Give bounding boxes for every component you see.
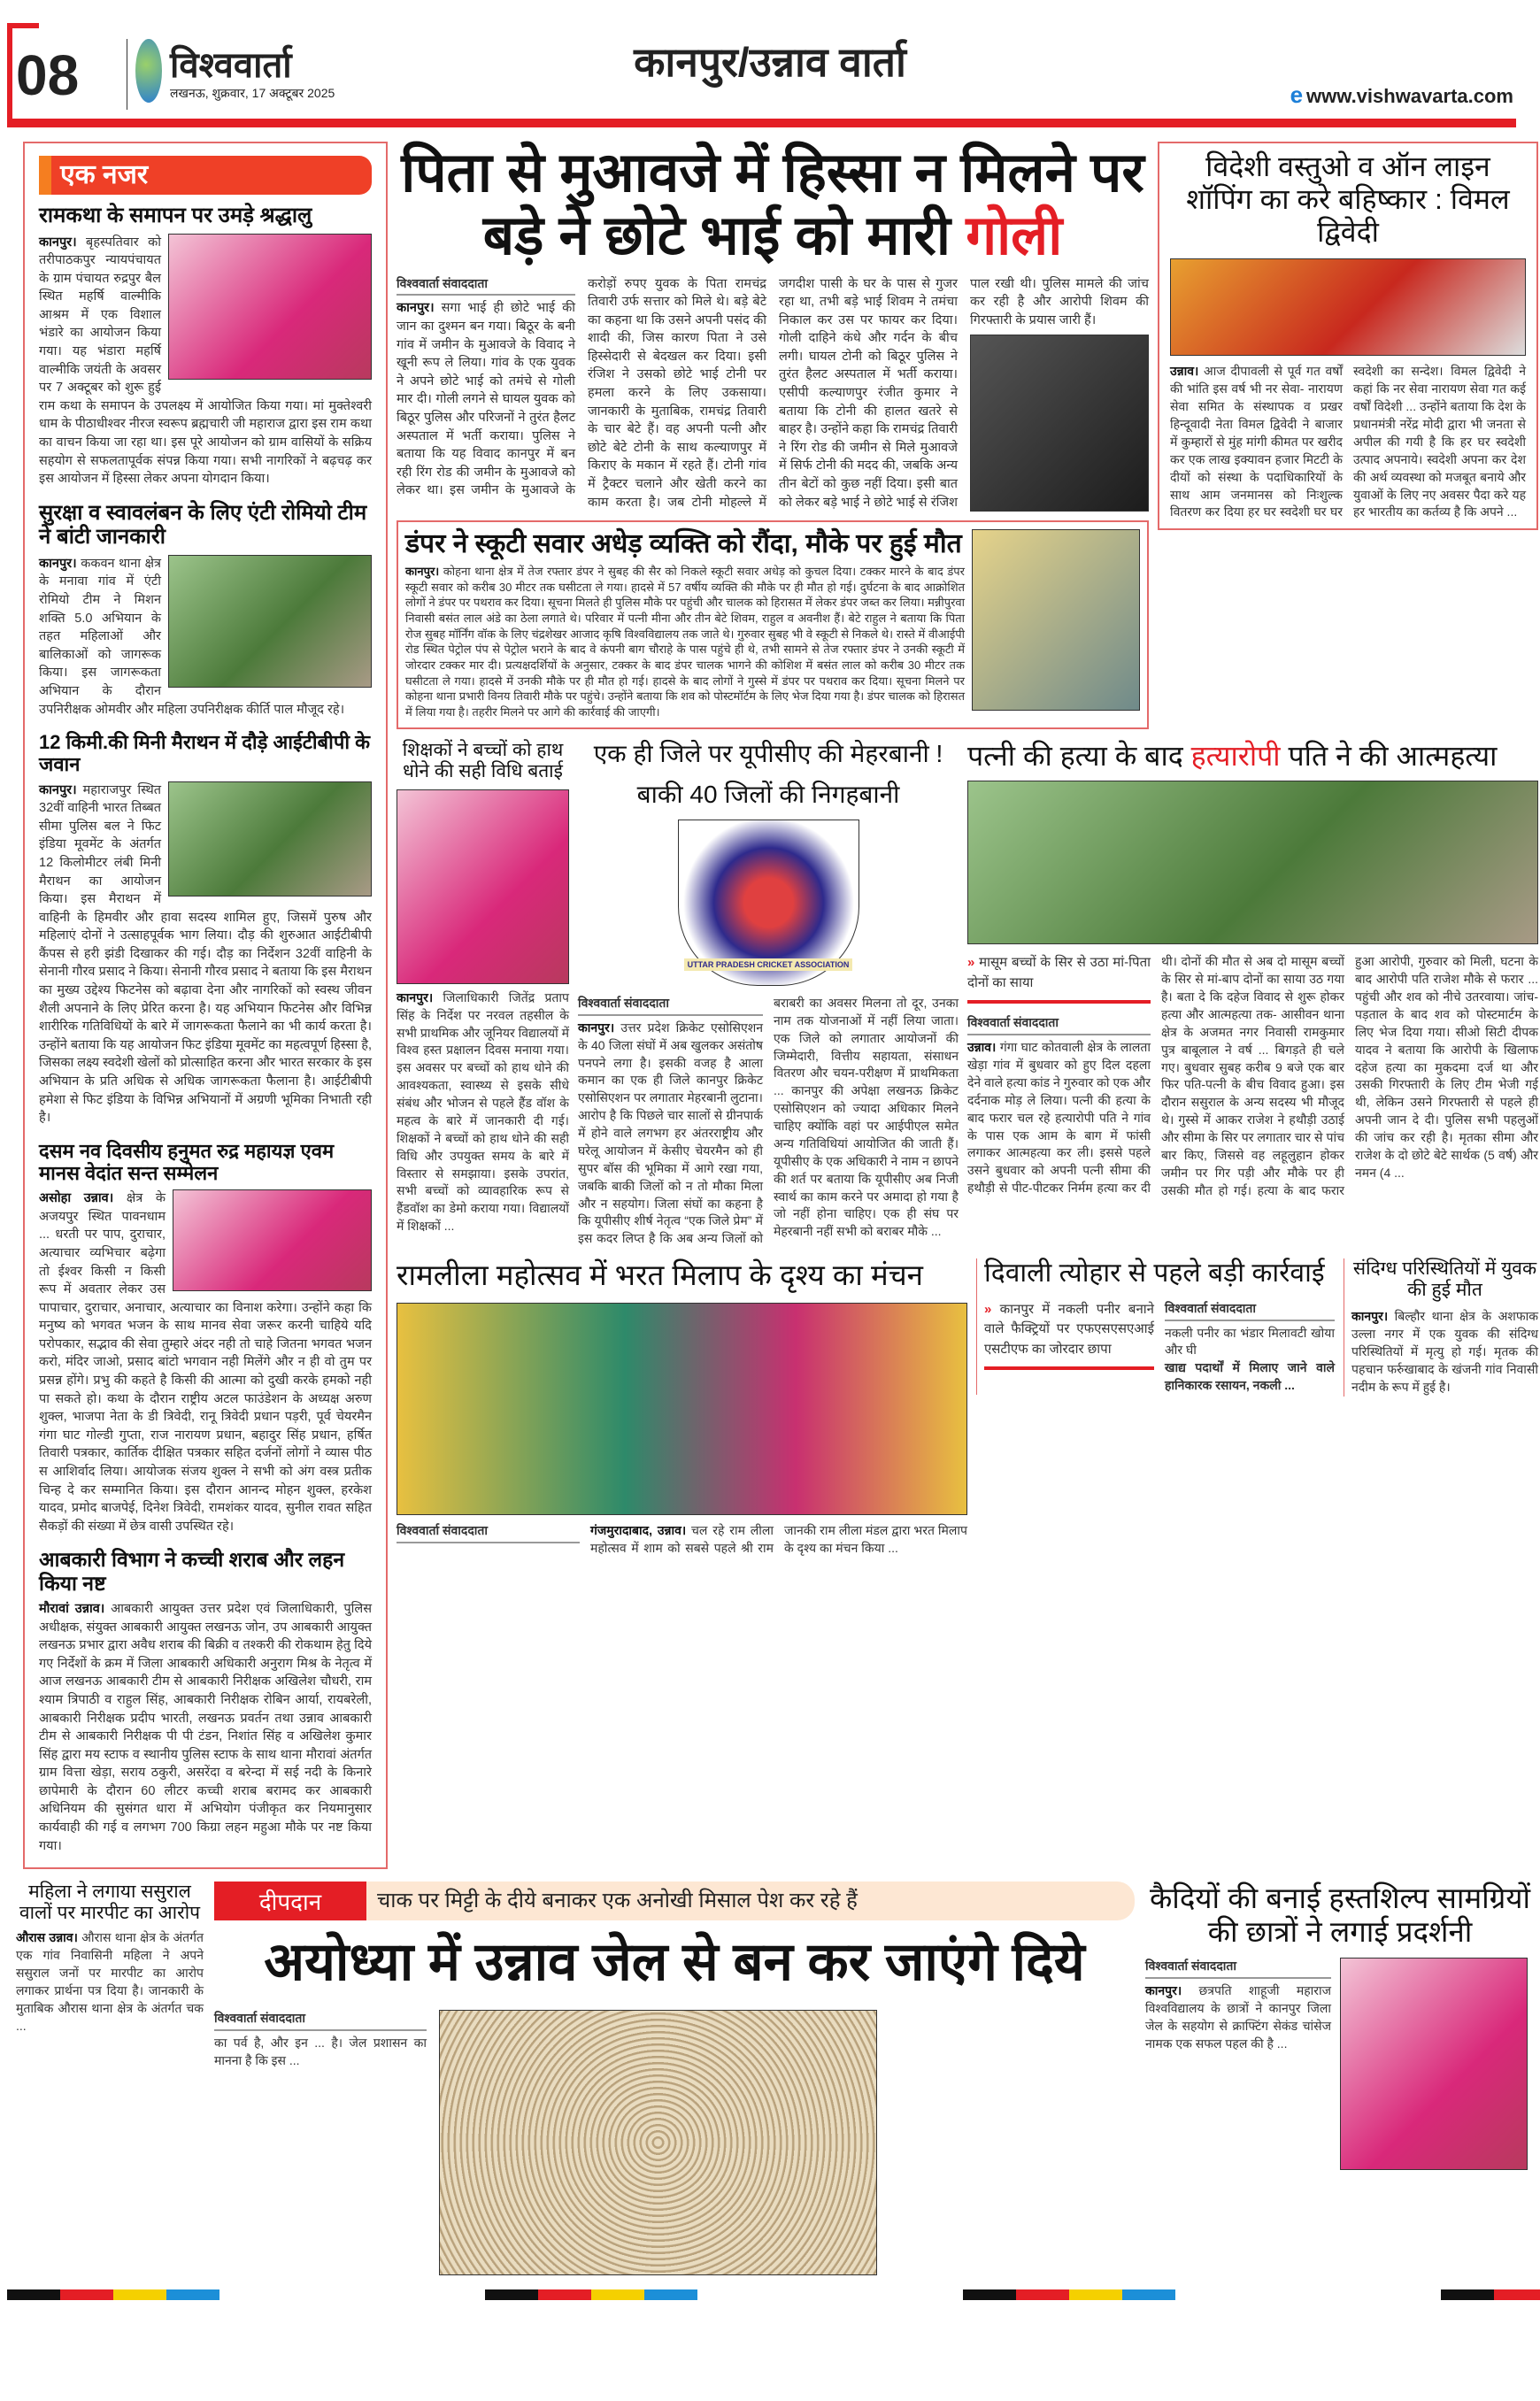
dateline: औरास उन्नाव।: [16, 1930, 78, 1945]
byline: विश्ववार्ता संवाददाता: [1165, 1300, 1335, 1321]
photo: [972, 529, 1140, 711]
article-ramkatha: [39, 204, 372, 489]
headline-text: पति ने की आत्महत्या: [1288, 739, 1498, 772]
body-text: गंगा घाट कोतवाली क्षेत्र के लालता खेड़ा गांव में बुधवार को हुए दिल दहला देने वाले हत्या कांड ने गुरुवार को एक और दर्दनाक मोड़ ले लिया। पत्नी की हत्या के बाद फरार चल रहे हत्यारोपी पति ने गांव के पास एक आम के बाग में फांसी लगाकर आत्महत्या कर ली। इससे पहले उसने बुधवार को अपनी पत्नी सीमा की हथौड़ी से पीट-पीटकर निर्मम हत्या कर दी थी। दोनों की मौत से अब दो मासूम बच्चों के सिर से मां-बाप दोनों का साया उठ गया है। बता दे कि दहेज विवाद से शुरू होकर हत्या और आत्महत्या तक- आसीवन थाना क्षेत्र के अजमत नगर निवासी रामकुमार पुत्र बाबूलाल ने वर्ष ... बिगड़ते ही चले गए। बुधवार सुबह करीब 9 बजे एक बार फिर पति-पत्नी के बीच विवाद हुआ। इस दौरान ससुराल के अन्य सदस्य भी मौजूद थे। गुस्से में आकर राजेश ने हथौड़ी उठाई और सीमा के सिर पर लगातार चार से पांच बार किए, जिससे वह लहूलुहान होकर जमीन पर गिर पड़ी और मौके पर ही उसकी मौत हो गई। हत्या के बाद फरार हुआ आरोपी, गुरुवार को मिली, घटना के बाद आरोपी पति राजेश मौके से फरार ... पहुंची और शव को नीचे उतरवाया। जांच-पड़ताल के बाद शव को पोस्टमार्टम के लिए भेज दिया गया। सीओ सिटी दीपक यादव ने बताया कि आरोपी के खिलाफ दहेज हत्या का मुकदमा दर्ज था और उसकी गिरफ्तारी के लिए टीम भेजी गई थी, लेकिन उसने गिरफ्तारी से पहले ही अपनी जान दे दी। पुलिस सभी पहलुओं की जांच कर रही है। मृतका सीमा और राजेश के दो छोटे बेटे सार्थक (5 वर्ष) और नमन (4 ...: [967, 954, 1538, 1197]
headline-highlight: गोली: [966, 205, 1063, 267]
byline: विश्ववार्ता संवाददाता: [1145, 1958, 1331, 1979]
body-text: आज दीपावली से पूर्व गत वर्षों की भांति इस वर्ष भी नर सेवा- नारायण सेवा समित के संस्थापक व प्रखर हिन्दूवादी नेता विमल द्विवेदी ने बाजार में कुम्हारों से मुंह मांगी कीमत पर खरीद कर एक लाख इक्यावन हजार मिटटी के दीयों को संस्था के पदाधिकारियों के साथ आम जनमानस को निःशुल्क वितरण कर दिया हर घर स्वदेशी घर घर स्वदेशी का सन्देश। विमल द्विवेदी ने कहां कि नर सेवा नारायण सेवा गत कई वर्षों विदेशी ... उन्होंने बताया कि देश के प्रधानमंत्री नरेंद्र मोदी द्वारा भी जनता से अपील की गयी है कि हर घर स्वदेशी उत्पाद अपनाये। स्वदेशी अपना कर देश की अर्थ व्यवस्था को मजबूत बनाये और युवाओं के लिए नए अवसर पैदा करे यह हर भारतीय का कर्तव्य है कि अपने ...: [1170, 364, 1526, 519]
lead-column: [397, 142, 1149, 729]
dateline: कानपुर।: [405, 564, 440, 578]
article-youth-death: [1344, 1258, 1538, 1397]
banner-tag: दीपदान: [214, 1882, 366, 1920]
headline: अयोध्या में उन्नाव जेल से बन कर जाएंगे दिये: [264, 1932, 1085, 1992]
dateline: गंजमुरादाबाद, उन्नाव।: [590, 1523, 687, 1538]
byline: विश्ववार्ता संवाददाता: [397, 275, 575, 296]
bottom-section: [7, 1882, 1540, 2275]
article-suicide: [967, 740, 1538, 1200]
section-title: कानपुर/उन्नाव वार्ता: [634, 39, 906, 85]
exhibition-photo: [1340, 1958, 1528, 2170]
photo: [173, 1189, 372, 1291]
website-url[interactable]: www.vishwavarta.com: [1306, 85, 1513, 107]
ek-nazar-label: एक नजर: [39, 156, 372, 195]
article-anti-romeo: [39, 501, 372, 719]
row-middle: [397, 740, 1538, 1249]
dateline: कानपुर।: [1145, 1982, 1182, 1997]
article-diwali-raid: [976, 1258, 1335, 1395]
body-text: उत्तर प्रदेश क्रिकेट एसोसिएशन के 40 जिला संघों में अब खुलकर असंतोष पनपने लगा है। इसकी वजह है आला कमान का एक ही जिले कानपुर क्रिकेट एसोसिएशन पर लगातार मेहरबानी लुटाना। आरोप है कि पिछले चार सालों से ग्रीनपार्क में होने वाले लगभग हर अंतरराष्ट्रीय और घरेलू आयोजन में केसीए चेयरमैन को ही सुपर बॉस की भूमिका में आगे रखा गया, जबकि बाकी जिलों को न तो मौका मिला और न सहयोग। जिला संघों का कहना है कि यूपीसीए शीर्ष नेतृत्व “एक जिले प्रेम” में इस कदर लिप्त है कि अब अन्य जिलों को बराबरी का अवसर मिलना तो दूर, उनका नाम तक योजनाओं में नहीं लिया जाता। एक जिले को लगातार आयोजनों की जिम्मेदारी, वित्तीय सहायता, संसाधन वितरण और चयन-परीक्षण में प्राथमिकता ... कानपुर की अपेक्षा लखनऊ क्रिकेट एसोसिएशन को ज्यादा अधिकार मिलने चाहिए क्योंकि वहां पर आईपीएल समेत अन्य गतिविधियां आयोजित की जाती हैं। यूपीसीए के एक अधिकारी ने नाम न छापने की शर्त पर बताया कि यूपीसीए अब निजी स्वार्थ का काम करने पर अमादा हो गया है जो नहीं होना चाहिए। एक ही संघ पर मेहरबानी नहीं सभी को बराबर मौके ...: [578, 995, 959, 1246]
body-text: कोहना थाना क्षेत्र में तेज रफ्तार डंपर ने सुबह की सैर को निकले स्कूटी सवार अधेड़ को कुचल दिया। टक्कर मारने के बाद डंपर स्कूटी सवार को करीब 30 मीटर तक घसीटता ले गया। हादसे में 57 वर्षीय व्यक्ति की मौके पर ही मौत हो गई। दुर्घटना के बाद आक्रोशित लोगों ने डंपर पर पथराव कर दिया। सूचना मिलते ही पुलिस मौके पर पहुंची और चालक को हिरासत में लेकर डंपर जब्त कर लिया। मन्नीपुरवा निवासी बसंत लाल अंडे का ठेला लगाते थे। परिवार में पत्नी मीना और तीन बेटे शिवम, राहुल व अवनीश हैं। बेटे राहुल ने बताया कि पिता रोज सुबह मॉर्निंग वॉक के लिए चंद्रशेखर आजाद कृषि विश्वविद्यालय तक जाते थे। गुरुवार सुबह भी वे स्कूटी से निकले थे। रास्ते में वीआईपी रोड स्थित पेट्रोल पंप से पेट्रोल भराने के बाद वे कंपनी बाग चौराहे के पास पहुंचे ही थे, तभी सामने से तेज रफ्तार डंपर ने उनकी स्कूटी में जोरदार टक्कर मार दी। प्रत्यक्षदर्शियों के अनुसार, टक्कर के बाद डंपर चालक भागने की कोशिश में बसंत लाल को करीब 30 मीटर तक घसीटता ले गया। हादसे में उनकी मौके पर ही मौत हो गई। हादसे के बाद लोगों ने गुस्से में डंपर पर पथराव कर दिया। सूचना मिलने पर कोहना थाना प्रभारी विनय तिवारी मौके पर पहुंचे। उन्होंने बताया कि शव को पोस्टमॉर्टम के लिए भेज दिया गया है। डंपर चालक को हिरासत में लिया गया है। तहरीर मिलने पर आगे की कार्रवाई की जाएगी।: [405, 564, 966, 719]
subheadline: बाकी 40 जिलों की निगहबानी: [636, 780, 900, 808]
crafts-text-column: [1145, 1958, 1331, 2052]
brand-name: विश्ववार्ता: [170, 46, 292, 85]
left-column: [23, 142, 388, 1869]
byline: विश्ववार्ता संवाददाता: [967, 1014, 1151, 1035]
ramleela-photo: [397, 1303, 967, 1515]
subhead: खाद्य पदार्थों में मिलाए जाने वाले हानिकारक रसायन, नकली ...: [1165, 1360, 1335, 1393]
headline: विदेशी वस्तुओ व ऑन लाइन शॉपिंग का करे बहिष्कार : विमल द्विवेदी: [1186, 150, 1510, 248]
body-text: का पर्व है, और इन ... है। जेल प्रशासन का मानना है कि इस ...: [214, 2035, 427, 2067]
page-number: 08: [16, 43, 80, 107]
row-top: [397, 142, 1538, 729]
body-text: चल रहे राम लीला महोत्सव में शाम को सबसे पहले श्री राम जानकी राम लीला मंडल द्वारा भरत मिलाप के दृश्य का मंचन किया ...: [590, 1523, 967, 1555]
body-text: औरास थाना क्षेत्र के अंतर्गत एक गांव निवासिनी महिला ने अपने ससुराल जनों पर मारपीट का आरोप लगाकर प्रार्थना पत्र दिया है। जानकारी के मुताबिक औरास थाना क्षेत्र के अंतर्गत चक ...: [16, 1930, 204, 2033]
body-text: बिल्हौर थाना क्षेत्र के अशफाक उल्ला नगर में एक युवक की संदिग्ध परिस्थितियों में मृत्यु हो गई। मृतक की पहचान फर्रुखाबाद के खंजनी गांव निवासी नदीम के रूप में हुई है।: [1351, 1309, 1539, 1394]
dateline: असोहा उन्नाव।: [39, 1191, 114, 1206]
date-line: लखनऊ, शुक्रवार, 17 अक्टूबर 2025: [170, 86, 335, 100]
article-excise: [39, 1548, 372, 1855]
kicker: मासूम बच्चों के सिर से उठा मां-पिता दोनों का साया: [967, 955, 1151, 990]
crowd-photo: [967, 781, 1538, 944]
headline: शिक्षकों ने बच्चों को हाथ धोने की सही विधि बताई: [402, 739, 564, 781]
dateline: कानपुर।: [1351, 1309, 1389, 1324]
dateline: उन्नाव।: [1170, 364, 1199, 379]
body-text: ककवन थाना क्षेत्र के मनावा गांव में एंटी रोमियो टीम ने मिशन शक्ति 5.0 अभियान के तहत महिलाओं और बालिकाओं को जागरूक किया। इस जागरूकता अभियान के दौरान उपनिरीक्षक ओमवीर और महिला उपनिरीक्षक कीर्ति पाल मौजूद रहे।: [39, 556, 345, 717]
banner-kicker: चाक पर मिट्टी के दीये बनाकर एक अनोखी मिसाल पेश कर रहे हैं: [377, 1889, 858, 1913]
headline: आबकारी विभाग ने कच्ची शराब और लहन किया नष्ट: [39, 1548, 345, 1595]
headline: दिवाली त्योहार से पहले बड़ी कार्रवाई: [984, 1258, 1325, 1289]
headline: महिला ने लगाया ससुराल वालों पर मारपीट का आरोप: [19, 1882, 201, 1924]
dateline: कानपुर।: [39, 235, 77, 250]
subhead: नकली पनीर का भंडार मिलावटी खोया और घी: [1165, 1325, 1335, 1358]
main-area: [397, 142, 1538, 1558]
dateline: कानपुर।: [39, 556, 77, 571]
upper-section: [7, 142, 1540, 1869]
body-text: बृहस्पतिवार को तरीपाठकपुर न्यायपंचायत के ग्राम पंचायत रुद्रपुर बैल स्थित महर्षि वाल्मीकि आश्रम में एक विशाल भंडारे का आयोजन किया गया। यह भंडारा महर्षि वाल्मीकि जयंती के अवसर पर 7 अक्टूबर को शुरू हुई राम कथा के समापन के उपलक्ष्य में आयोजित किया गया। मां मुक्तेश्वरी धाम के पीठाधीश्वर नीरज स्वरूप ब्रह्मचारी जी महाराज द्वारा इस राम कथा का वाचन किया जा रहा था। इस पूरे आयोजन को ग्राम वासियों के सक्रिय सहयोग से सफलतापूर्वक संपन्न किया गया। सभी नागरिकों ने बढ़चढ़ कर इस आयोजन में हिस्सा लेकर अपना योगदान किया।: [39, 235, 372, 487]
kicker: कानपुर में नकली पनीर बनाने वाले फैक्ट्रियों पर एफएसएसएआई एसटीएफ का जोरदार छापा: [984, 1301, 1154, 1357]
body-text: जिलाधिकारी जितेंद्र प्रताप सिंह के निर्देश पर नरवल तहसील के सभी प्राथमिक और जूनियर विद्यालयों में विश्व हस्त प्रक्षालन दिवस मनाया गया। इस अवसर पर बच्चों को हाथ धोने की आवश्यकता, स्वास्थ्य से इसके सीधे संबंध और भोजन से पहले हैंड वॉश के महत्व के बारे में जानकारी दी गई। शिक्षकों ने बच्चों को हाथ धोने की सही विधि और उपयुक्त समय के बारे में विस्तार से समझाया। इसके उपरांत, सभी बच्चों को व्यावहारिक रूप से हैंडवॉश का डेमो कराया गया। विद्यालयों में शिक्षकों ...: [397, 989, 569, 1234]
article-upca: [578, 740, 959, 1249]
diya-distribution-photo: [1170, 258, 1526, 356]
article-prison-crafts: [1145, 1882, 1535, 2170]
row-lower: [397, 1258, 1538, 1558]
byline: विश्ववार्ता संवाददाता: [578, 995, 763, 1016]
headline: संदिग्ध परिस्थितियों में युवक की हुई मौत: [1352, 1258, 1537, 1301]
headline: डंपर ने स्कूटी सवार अधेड़ व्यक्ति को रौंदा, मौके पर हुई मौत: [405, 529, 962, 559]
article-dumper: [397, 520, 1149, 728]
headline: रामकथा के समापन पर उमड़े श्रद्धालु: [39, 204, 312, 227]
dateline: मौरावां उन्नाव।: [39, 1602, 105, 1617]
article-handwash: [397, 740, 569, 1236]
photo: [168, 555, 372, 688]
byline: विश्ववार्ता संवाददाता: [214, 2010, 427, 2031]
dateline: कानपुर।: [397, 989, 434, 1004]
headline: एक ही जिले पर यूपीसीए की मेहरबानी !: [593, 739, 943, 767]
headline-highlight: हत्यारोपी: [1190, 739, 1281, 772]
body-text: क्षेत्र के अजयपुर स्थित पावनधाम ... धरती पर पाप, दुराचार, अत्याचार व्यभिचार बढ़ेगा तो ईश्वर किसी न किसी रूप में अवतार लेकर उस पापाचार, दुराचार, अनाचार, अत्याचार का विनाश करेगा। उन्होंने कहा कि मनुष्य को भगवत भजन के साथ मानव सेवा जरूर करनी चाहिये यदि परोपकार, सद्भाव की सेवा तुम्हारे अंदर नही तो चाहे जितना भगवत भजन करो, मंदिर जाओ, प्रसाद बांटो भगवान नही मिलेंगे और न ही वो तुम पर प्रसन्न होंगे। प्रभु की कहते है किसी की आत्मा को दुखी करके हमको नही पा सकते हो। कथा के दौरान राष्ट्रीय अटल फाउंडेशन के अध्यक्ष अरुण शुक्ल, भाजपा नेता के डी त्रिवेदी, रानू त्रिवेदी प्रधान पड़री, पूर्व चेयरमैन गंगा घाट गोल्डी गुप्ता, राज नारायण प्रधान, बहादुर सिंह प्रधान, हर्षित तिवारी पत्रकार, कार्तिक दीक्षित पत्रकार सहित दर्जनों लोगों ने व्यास पीठ स आशिर्वाद लिया। आयोजक संजय शुक्ल ने सभी को अंग वस्त्र प्रतीक चिन्ह दे कर सम्मानित किया। इस दौरान आनन्द मोहन शुक्ल, हरकेश यादव, प्रमोद बाजपेई, दिनेश त्रिवेदी, रामशंकर यादव, सुनील रावत सहित सैकड़ों की संख्या में छेत्र वासी उपस्थित रहे।: [39, 1191, 372, 1534]
diyas-photo: [439, 2010, 877, 2275]
body-text: आबकारी आयुक्त उत्तर प्रदेश एवं जिलाधिकारी, पुलिस अधीक्षक, संयुक्त आबकारी आयुक्त लखनऊ जोन, उप आबकारी आयुक्त लखनऊ प्रभार द्वारा अवैध शराब की बिक्री व तश्करी की रोकथाम हेतु दिये गए निर्देशों के क्रम में जिला आबकारी अधिकारी अनुराग मिश्र के नेतृत्व में आज लखनऊ आबकारी टीम से आबकारी निरीक्षक अखिलेश चौधरी, राम श्याम त्रिपाठी व राहुल सिंह, आबकारी निरीक्षक रोबिन आर्या, रायबरेली, आबकारी निरीक्षक प्रदीप भारती, लखनऊ प्रवर्तन तथा उन्नाव आबकारी टीम से आबकारी निरीक्षक पी पी टंडन, निशांत सिंह व अखिलेश कुमार सिंह द्वारा मय स्टाफ व स्थानीय पुलिस स्टाफ के साथ थाना मौरावां अंतर्गत ग्राम वित्ता खेड़ा, सराय ठकुरी, असरेंदा व बरेन्दा में सई नदी के किनारे छापेमारी के दौरान 60 लीटर कच्ची शराब बरामद कर आबकारी अधिनियम की सुसंगत धारा में अभियोग पंजीकृत कर नियमानुसार कार्यवाही की गई व लगभग 700 किग्रा लहन महुआ मौके पर नष्ट किया गया।: [39, 1602, 373, 1853]
upca-logo: [678, 820, 859, 986]
article-ramleela: [397, 1258, 967, 1558]
dateline: कानपुर।: [397, 301, 435, 316]
dateline: उन्नाव।: [967, 1040, 997, 1055]
headline-text: पिता से मुआवजे में हिस्सा न मिलने पर बड़े ने छोटे भाई को मारी: [401, 142, 1144, 267]
logo-text: UTTAR PRADESH CRICKET ASSOCIATION: [684, 958, 853, 971]
body-text: सगा भाई ही छोटे भाई की जान का दुश्मन बन गया। बिठूर के बनी गांव में जमीन के मुआवजे के विवाद ने खूनी रूप ले लिया। गांव के एक युवक ने अपने छोटे भाई को तमंचे से गोली मार दी। गोली लगने से घायल युवक को बिठूर पुलिस और परिजनों ने तुरंत हैलट अस्पताल में भर्ती कराया। पुलिस ने बताया कि यह विवाद कानपुर में बन रही रिंग रोड की जमीन के मुआवजे को लेकर था। इस जमीन के मुआवजे के करोड़ों रुपए युवक के पिता रामचंद्र तिवारी उर्फ सत्तार को मिले थे। बड़े बेटे का कहना था कि उसने अपनी पसंद की शादी की, जिस कारण पिता ने उसे हिस्सेदारी से बेदखल कर दिया। इसी रंजिश ने उसको छोटे भाई टोनी पर हमला करने के लिए उकसाया। जानकारी के मुताबिक, रामचंद्र तिवारी के चार बेटे हैं। वह अपनी पत्नी और छोटे बेटे टोनी के साथ कल्याणपुर में किराए के मकान में रहते हैं। टोनी गांव में ट्रैक्टर चलाने और खेती करने का काम करता है। जब टोनी मोहल्ले में जगदीश पासी के घर के पास से गुजर रहा था, तभी बड़े भाई शिवम ने तमंचा निकाल कर उस पर फायर कर दिया। गोली दाहिने कंधे और गर्दन के बीच लगी। घायल टोनी को बिठूर पुलिस ने तुरंत हैलट अस्पताल में भर्ती कराया। एसीपी कल्याणपुर रंजीत कुमार ने बताया कि टोनी की हालत खतरे से बाहर है। उन्होंने कहा कि रामचंद्र तिवारी ने रिंग रोड की जमीन से मिले मुआवजे में सिर्फ टोनी की मदद की, जबकि अन्य तीन बेटों को कुछ नहीं दिया। इसी बात को लेकर बड़े भाई ने छोटे भाई से रंजिश पाल रखी थी। पुलिस मामले की जांच कर रही है और आरोपी शिवम की गिरफ्तारी के प्रयास जारी हैं।: [397, 276, 1149, 510]
deepdaan-banner: [214, 1882, 1135, 1920]
headline: सुरक्षा व स्वावलंबन के लिए एंटी रोमियो टीम ने बांटी जानकारी: [39, 500, 367, 550]
ayodhya-text-column: [214, 2010, 427, 2070]
photo: [168, 234, 372, 380]
byline: विश्ववार्ता संवाददाता: [397, 1522, 580, 1543]
headline: 12 किमी.की मिनी मैराथन में दौड़े आईटीबीपी के जवान: [39, 731, 371, 776]
headline-text: पत्नी की हत्या के बाद: [967, 739, 1183, 772]
body-text: छत्रपति शाहूजी महाराज विश्वविद्यालय के छात्रों ने कानपुर जिला जेल के सहयोग से क्राफ्टिंग सेकंड चांसेज नामक एक सफल पहल की है ...: [1145, 1982, 1331, 2051]
article-woman-complaint: [16, 1882, 204, 2035]
photo: [397, 789, 569, 984]
article-mahayagya: [39, 1140, 372, 1536]
dateline: कानपुर।: [39, 782, 77, 797]
dateline: कानपुर।: [578, 1020, 615, 1035]
article-boycott: [1158, 142, 1538, 530]
headline: कैदियों की बनाई हस्तशिल्प सामग्रियों की छात्रों ने लगाई प्रदर्शनी: [1149, 1882, 1531, 1949]
headline: दसम नव दिवसीय हनुमत रुद्र महायज्ञ एवम मानस वेदांत सन्त सम्मेलन: [39, 1139, 335, 1184]
lead-headline: [397, 142, 1149, 268]
article-marathon: [39, 731, 372, 1127]
police-officer-photo: [970, 335, 1149, 512]
body-text: महाराजपुर स्थित 32वीं वाहिनी भारत तिब्बत सीमा पुलिस बल ने फिट इंडिया मूवमेंट के अंतर्गत 12 किलोमीटर लंबी मिनी मैराथन का आयोजन किया। इस मैराथन में वाहिनी के हिमवीर और हावा सदस्य शामिल हुए, जिसमें पुरुष और महिलाएं दोनों ने उत्साहपूर्वक भाग लिया। दौड़ की शुरुआत आईटीबीपी कैंपस से हरी झंडी दिखाकर की गई। दौड़ का निर्देशन 32वीं वाहिनी के सेनानी गौरव प्रसाद ने किया। सेनानी गौरव प्रसाद ने बताया कि इस मैराथन का मुख्य उद्देश्य फिटनेस को बढ़ावा देना और नागरिकों को स्वस्थ जीवन शैली अपनाने के लिए प्रेरित करना है। यह अभियान फिटनेस और विभिन्न शारीरिक गतिविधियों के बारे में जागरूकता फैलाने का भी कार्य करता है। उन्होंने बताया कि यह आयोजन फिट इंडिया मूवमेंट का महत्वपूर्ण हिस्सा है, जिसका लक्ष्य स्वदेशी खेलों को प्रोत्साहित करना और भारत सरकार के इस अभियान के प्रति अधिक से अधिक जागरूकता फैलाना है। आईटीबीपी हमेशा से फिट इंडिया के विभिन्न अभियानों में अग्रणी भूमिका निभाती रही है।: [39, 782, 372, 1126]
headline: [967, 740, 1538, 773]
bullet-icon: »: [967, 955, 975, 971]
photo: [168, 781, 372, 897]
headline: रामलीला महोत्सव में भरत मिलाप के दृश्य का मंचन: [397, 1258, 923, 1292]
lead-story: [397, 142, 1149, 512]
print-color-bar: [7, 2289, 1540, 2300]
bullet-icon: »: [984, 1301, 992, 1317]
browser-icon: e: [1290, 81, 1304, 108]
article-ayodhya-diyas: [214, 1882, 1135, 2275]
